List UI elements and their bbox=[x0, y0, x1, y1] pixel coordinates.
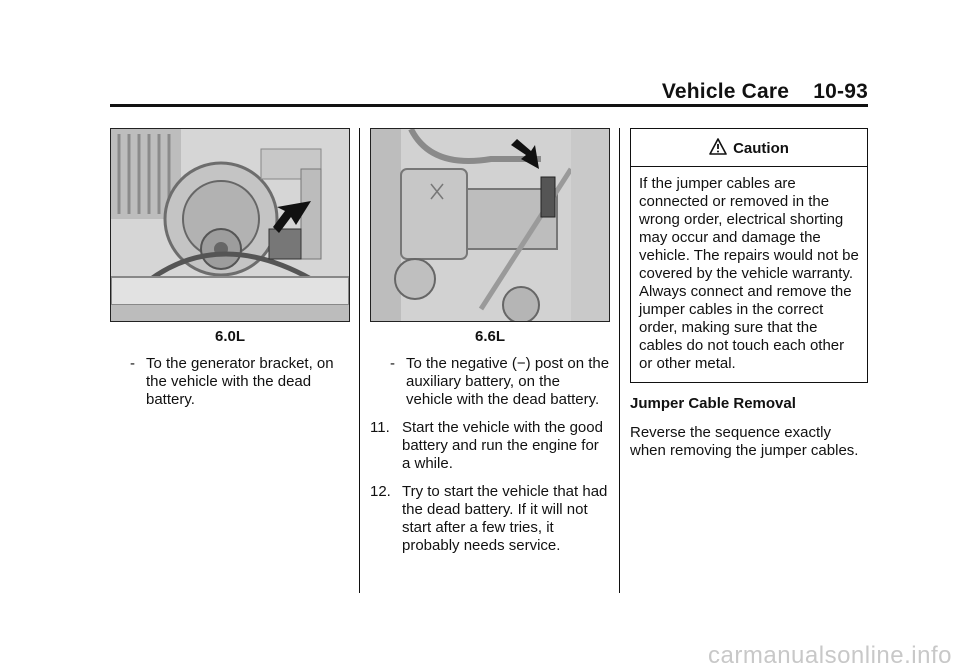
body-paragraph: Reverse the sequence exactly when removing the jumper cables. bbox=[630, 424, 859, 459]
header-rule bbox=[110, 104, 868, 107]
numbered-step bbox=[370, 419, 610, 473]
column-divider bbox=[619, 128, 620, 593]
caution-header bbox=[631, 129, 867, 167]
step-text: Try to start the vehicle that had the dead battery. If it will not start after a few tries, it probably needs service. bbox=[402, 483, 608, 554]
list-item bbox=[110, 355, 350, 409]
caution-title: Caution bbox=[733, 140, 789, 157]
column-divider bbox=[359, 128, 360, 593]
section-heading: Jumper Cable Removal bbox=[630, 395, 796, 412]
figure-caption-6-0l: 6.0L bbox=[214, 328, 245, 345]
bullet-marker: - bbox=[130, 355, 135, 372]
column-3 bbox=[630, 128, 870, 460]
caution-box bbox=[630, 128, 868, 383]
watermark: carmanualsonline.info bbox=[708, 642, 952, 669]
step-text: Start the vehicle with the good battery and run the engine for a while. bbox=[402, 419, 603, 472]
list-item bbox=[370, 355, 610, 409]
engine-6-6l-illustration bbox=[370, 128, 610, 322]
figure-caption-6-6l: 6.6L bbox=[474, 328, 505, 345]
warning-triangle-icon bbox=[709, 138, 727, 159]
caution-text: If the jumper cables are connected or removed in the wrong order, electrical shorting may occur and damage the vehicle. The repairs would not be covered by the vehicle warranty. Always connect and remove the jumper cables in the correct order, making sure that the cables do not touch each other or other metal. bbox=[639, 175, 859, 372]
bullet-text: To the negative (−) post on the auxiliary battery, on the vehicle with the dead battery. bbox=[406, 355, 610, 408]
numbered-step bbox=[370, 483, 610, 555]
step-number: 11. bbox=[370, 419, 390, 436]
engine-6-0l-illustration bbox=[110, 128, 350, 322]
page-header-title: Vehicle Care 10-93 bbox=[661, 80, 868, 103]
column-2 bbox=[370, 128, 610, 555]
bullet-text: To the generator bracket, on the vehicle with the dead battery. bbox=[146, 355, 334, 408]
step-number: 12. bbox=[370, 483, 391, 500]
bullet-marker: - bbox=[390, 355, 395, 372]
column-1 bbox=[110, 128, 350, 409]
